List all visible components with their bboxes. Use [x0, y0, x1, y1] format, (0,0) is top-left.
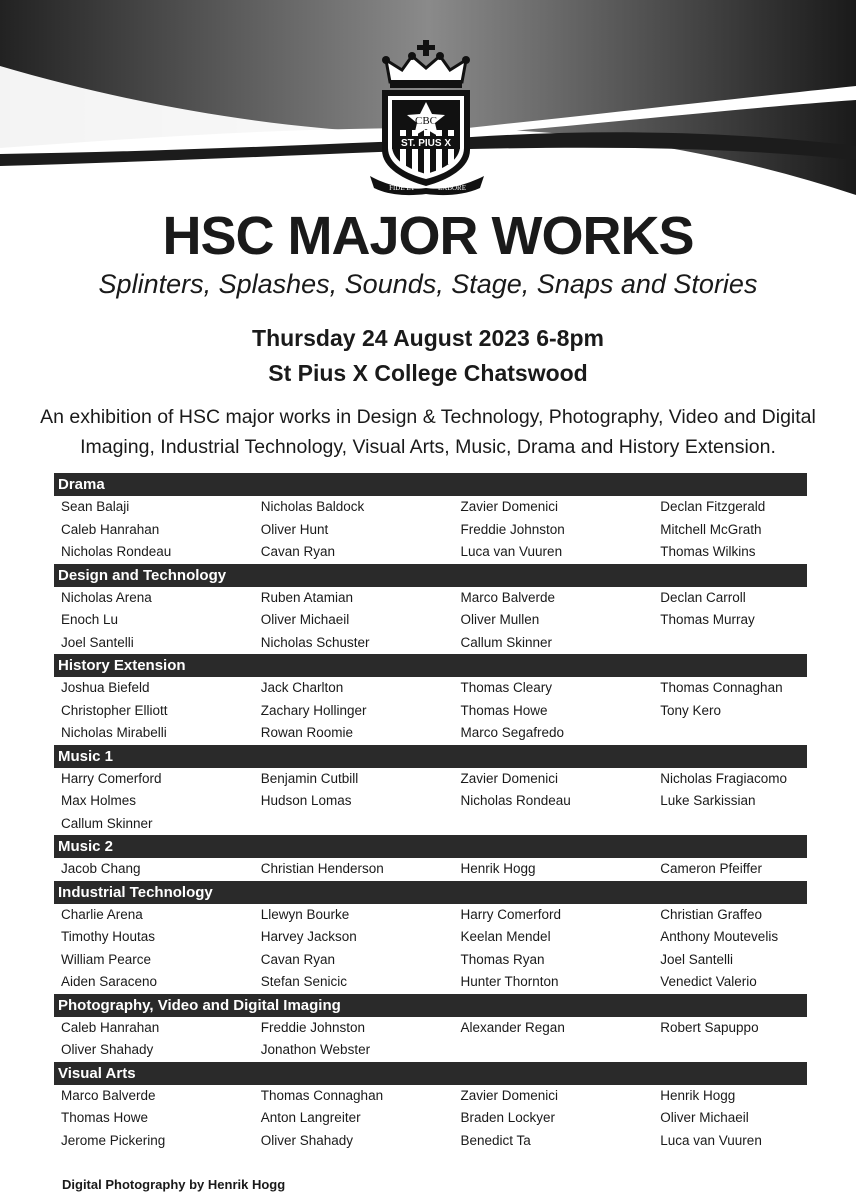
name-row [54, 858, 807, 881]
svg-text:FIDE ET: FIDE ET [389, 184, 415, 192]
student-name: Caleb Hanrahan [61, 1019, 160, 1035]
student-name: Keelan Mendel [460, 929, 551, 944]
name-row [54, 926, 807, 949]
student-name: William Pearce [61, 951, 152, 967]
student-name: Oliver Michaeil [660, 1110, 749, 1125]
name-row [54, 949, 807, 972]
student-name: Luke Sarkissian [660, 793, 756, 808]
student-name: Marco Segafredo [460, 725, 565, 740]
student-name: Christopher Elliott [61, 702, 168, 718]
student-name: Sean Balaji [61, 499, 130, 514]
student-name: Nicholas Schuster [260, 634, 370, 650]
student-name: Callum Skinner [61, 815, 153, 831]
student-name: Aiden Saraceno [61, 974, 158, 989]
name-row [54, 541, 807, 564]
event-date: Thursday 24 August 2023 6-8pm [252, 325, 604, 351]
name-row [54, 1130, 807, 1153]
student-name: Tony Kero [660, 702, 722, 718]
student-name: Hunter Thornton [460, 974, 559, 989]
student-name: Anton Langreiter [260, 1110, 361, 1125]
student-name: Robert Sapuppo [660, 1019, 759, 1035]
student-name: Charlie Arena [61, 906, 143, 922]
student-name: Stefan Senicic [260, 974, 348, 989]
student-name: Callum Skinner [460, 634, 553, 650]
name-row [54, 632, 807, 655]
name-row [54, 1017, 807, 1040]
student-name: Zachary Hollinger [260, 702, 367, 718]
student-name: Rowan Roomie [260, 725, 354, 740]
student-name: Nicholas Baldock [260, 499, 365, 514]
svg-text:CBC: CBC [414, 115, 438, 127]
student-name: Nicholas Rondeau [460, 793, 571, 808]
student-name: Declan Carroll [660, 589, 746, 605]
student-name [653, 722, 807, 745]
student-name: Christian Graffeo [660, 906, 763, 922]
student-name: Nicholas Fragiacomo [660, 770, 788, 786]
name-row [54, 904, 807, 927]
student-name: Thomas Howe [61, 1110, 149, 1125]
student-name: Nicholas Arena [61, 589, 152, 605]
student-name: Jerome Pickering [61, 1132, 166, 1148]
student-name: Anthony Moutevelis [660, 929, 779, 944]
student-name: Caleb Hanrahan [61, 521, 160, 537]
student-name: Harry Comerford [61, 770, 162, 786]
student-name: Joel Santelli [61, 634, 134, 650]
student-name: Zavier Domenici [460, 770, 559, 786]
student-name: Cavan Ryan [260, 951, 336, 967]
student-name: Thomas Connaghan [660, 680, 783, 695]
section-header: Photography, Video and Digital Imaging [54, 994, 807, 1017]
svg-text:LABORE: LABORE [438, 184, 466, 192]
student-name: Christian Henderson [260, 861, 384, 876]
student-name: Hudson Lomas [260, 793, 352, 808]
student-name: Enoch Lu [61, 612, 119, 627]
student-name [653, 632, 807, 655]
section-header: Music 2 [54, 835, 807, 858]
section-header: History Extension [54, 654, 807, 677]
student-name: Oliver Michaeil [260, 612, 350, 627]
name-row [54, 609, 807, 632]
student-name: Luca van Vuuren [460, 544, 563, 559]
student-name: Zavier Domenici [460, 499, 559, 514]
section-header: Visual Arts [54, 1062, 807, 1085]
student-name: Nicholas Mirabelli [61, 725, 167, 740]
intro-paragraph: An exhibition of HSC major works in Design & Technology, Photography, Video and Digital Imaging, Industrial Technology, Visual Arts, Music, Drama and History Extension. [40, 406, 816, 458]
student-name: Cavan Ryan [260, 544, 336, 559]
student-name: Mitchell McGrath [660, 521, 762, 537]
student-name: Benjamin Cutbill [260, 770, 359, 786]
name-row [54, 722, 807, 745]
photo-credit: Digital Photography by Henrik Hogg [62, 1177, 286, 1192]
student-name: Llewyn Bourke [260, 906, 350, 922]
section-header: Drama [54, 473, 807, 496]
student-name: Marco Balverde [460, 589, 556, 605]
student-name: Luca van Vuuren [660, 1132, 762, 1148]
student-name: Alexander Regan [460, 1019, 565, 1035]
student-name [653, 813, 807, 836]
college-crest-logo [362, 38, 492, 196]
student-name: Timothy Houtas [61, 929, 156, 944]
name-row [54, 971, 807, 994]
student-name: Thomas Murray [660, 612, 755, 627]
student-name: Thomas Connaghan [260, 1087, 384, 1103]
student-name: Benedict Ta [460, 1132, 531, 1148]
student-name: Thomas Howe [460, 702, 548, 718]
svg-text:ST. PIUS X: ST. PIUS X [400, 138, 452, 149]
student-name: Jack Charlton [260, 680, 344, 695]
student-name: Braden Lockyer [460, 1110, 556, 1125]
student-name: Henrik Hogg [460, 861, 536, 876]
name-row [54, 677, 807, 700]
student-name: Jonathon Webster [260, 1042, 371, 1057]
name-row [54, 496, 807, 519]
section-header: Design and Technology [54, 564, 807, 587]
student-name: Freddie Johnston [260, 1019, 366, 1035]
student-name: Thomas Wilkins [660, 544, 756, 559]
student-name: Oliver Mullen [460, 612, 540, 627]
name-row [54, 768, 807, 791]
student-name: Oliver Hunt [260, 521, 329, 537]
student-name: Declan Fitzgerald [660, 499, 766, 514]
name-row [54, 1107, 807, 1130]
student-name: Joshua Biefeld [61, 680, 150, 695]
student-name: Max Holmes [61, 793, 137, 808]
name-row [54, 1039, 807, 1062]
name-row [54, 700, 807, 723]
student-name [454, 1039, 654, 1062]
section-header: Industrial Technology [54, 881, 807, 904]
student-name [454, 813, 654, 836]
student-name: Harry Comerford [460, 906, 562, 922]
name-row [54, 1085, 807, 1108]
student-name: Jacob Chang [61, 861, 141, 876]
student-name: Freddie Johnston [460, 521, 565, 537]
event-venue: St Pius X College Chatswood [268, 360, 588, 386]
student-name: Cameron Pfeiffer [660, 861, 763, 876]
page-title: HSC MAJOR WORKS [162, 206, 694, 266]
student-name: Marco Balverde [61, 1087, 156, 1103]
section-header: Music 1 [54, 745, 807, 768]
page-subtitle: Splinters, Splashes, Sounds, Stage, Snaps and Stories [98, 269, 758, 299]
student-name [653, 1039, 807, 1062]
name-row [54, 813, 807, 836]
name-row [54, 519, 807, 542]
student-name: Harvey Jackson [260, 929, 357, 944]
student-name: Henrik Hogg [660, 1087, 736, 1103]
student-list-table [54, 473, 807, 1152]
student-name: Ruben Atamian [260, 589, 354, 605]
name-row [54, 790, 807, 813]
student-name: Oliver Shahady [260, 1132, 354, 1148]
student-name: Joel Santelli [660, 951, 734, 967]
student-name: Thomas Ryan [460, 951, 545, 967]
student-name: Nicholas Rondeau [61, 544, 172, 559]
student-name: Venedict Valerio [660, 974, 757, 989]
student-name: Thomas Cleary [460, 680, 553, 695]
student-name [254, 813, 454, 836]
student-name: Zavier Domenici [460, 1087, 559, 1103]
name-row [54, 587, 807, 610]
student-name: Oliver Shahady [61, 1042, 154, 1057]
